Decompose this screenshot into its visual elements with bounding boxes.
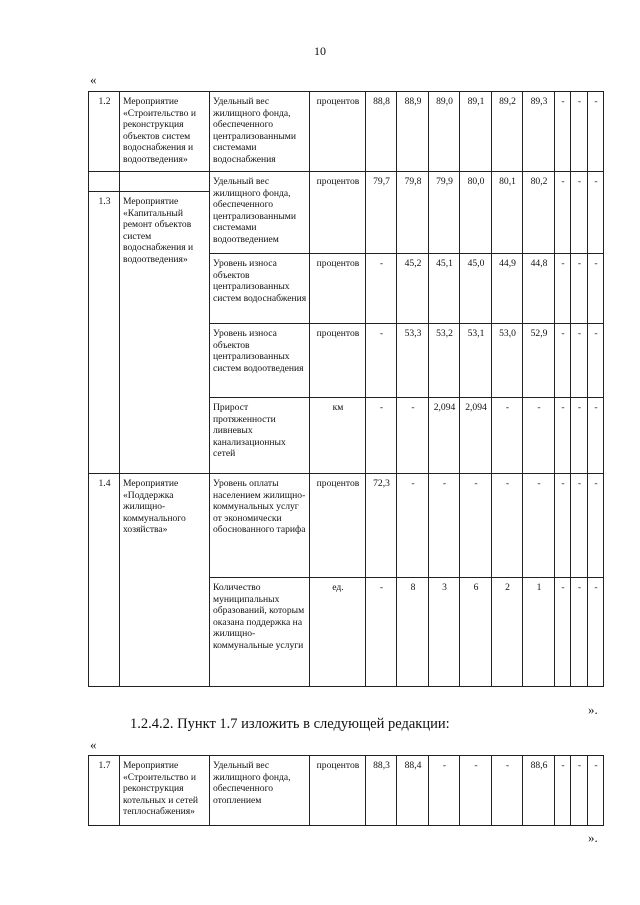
unit: процентов [310,254,366,324]
value-cell: 45,1 [429,254,460,324]
value-cell: - [429,756,460,826]
value-cell: - [555,398,571,474]
table-row [89,756,604,826]
value-cell: - [555,172,571,254]
unit: процентов [310,474,366,578]
value-cell: 89,3 [523,92,555,172]
value-cell: 6 [460,578,492,687]
value-cell: - [492,474,523,578]
value-cell: 89,1 [460,92,492,172]
value-cell: 45,0 [460,254,492,324]
empty-cell [120,172,210,192]
value-cell: - [555,254,571,324]
value-cell: 72,3 [366,474,397,578]
unit: процентов [310,756,366,826]
unit: ед. [310,578,366,687]
unit: км [310,398,366,474]
value-cell: 89,0 [429,92,460,172]
value-cell: - [571,756,588,826]
indicator-name: Удельный вес жилищного фонда, обеспеченного централизованными системами водоснабжения [210,92,310,172]
value-cell: 53,3 [397,324,429,398]
empty-cell [89,172,120,192]
value-cell: - [397,398,429,474]
row-number: 1.2 [89,92,120,172]
page-number: 10 [314,44,326,58]
event-name: Мероприятие «Капитальный ремонт объектов систем водоснабжения и водоотведения» [120,192,210,474]
indicator-name: Удельный вес жилищного фонда, обеспеченного отоплением [210,756,310,826]
value-cell: - [429,474,460,578]
indicator-name: Удельный вес жилищного фонда, обеспеченного централизованными системами водоотведением [210,172,310,254]
value-cell: 88,9 [397,92,429,172]
value-cell: - [588,254,604,324]
value-cell: - [460,474,492,578]
indicator-name: Количество муниципальных образований, которым оказана поддержка на жилищно-коммунальные услуги [210,578,310,687]
value-cell: 88,3 [366,756,397,826]
unit: процентов [310,172,366,254]
value-cell: - [460,756,492,826]
value-cell: 80,0 [460,172,492,254]
row-number: 1.7 [89,756,120,826]
value-cell: - [571,474,588,578]
value-cell: 80,2 [523,172,555,254]
value-cell: - [571,578,588,687]
quote-close-1: ». [588,702,598,717]
value-cell: - [571,254,588,324]
value-cell: - [366,578,397,687]
value-cell: - [571,398,588,474]
unit: процентов [310,324,366,398]
value-cell: - [366,254,397,324]
value-cell: 1 [523,578,555,687]
value-cell: - [555,578,571,687]
event-name: Мероприятие «Строительство и реконструкция объектов систем водоснабжения и водоотведения» [120,92,210,172]
row-number: 1.3 [89,192,120,474]
unit: процентов [310,92,366,172]
value-cell: 3 [429,578,460,687]
value-cell: 2 [492,578,523,687]
indicator-name: Уровень износа объектов централизованных систем водоснабжения [210,254,310,324]
value-cell: 44,9 [492,254,523,324]
value-cell: 80,1 [492,172,523,254]
value-cell: 52,9 [523,324,555,398]
value-cell: - [588,398,604,474]
value-cell: 88,6 [523,756,555,826]
value-cell: - [588,578,604,687]
indicator-name: Уровень оплаты населением жилищно-коммунальных услуг от экономически обоснованного тарифа [210,474,310,578]
value-cell: - [555,92,571,172]
value-cell: - [492,398,523,474]
value-cell: - [523,474,555,578]
value-cell: - [588,756,604,826]
event-name: Мероприятие «Строительство и реконструкция котельных и сетей теплоснабжения» [120,756,210,826]
value-cell: 53,1 [460,324,492,398]
indicators-table-2 [88,755,604,826]
section-heading: 1.2.4.2. Пункт 1.7 изложить в следующей редакции: [130,716,450,732]
indicator-name: Прирост протяженности ливневых канализационных сетей [210,398,310,474]
value-cell: - [555,324,571,398]
event-name: Мероприятие «Поддержка жилищно-коммунального хозяйства» [120,474,210,687]
quote-open-2: « [90,737,97,752]
value-cell: 53,0 [492,324,523,398]
value-cell: - [523,398,555,474]
quote-open-1: « [90,72,97,87]
value-cell: 79,8 [397,172,429,254]
value-cell: 2,094 [460,398,492,474]
quote-close-2: ». [588,830,598,845]
value-cell: - [571,92,588,172]
value-cell: - [366,324,397,398]
value-cell: - [571,172,588,254]
value-cell: - [588,474,604,578]
value-cell: - [397,474,429,578]
indicator-name: Уровень износа объектов централизованных систем водоотведения [210,324,310,398]
value-cell: 2,094 [429,398,460,474]
value-cell: 53,2 [429,324,460,398]
value-cell: 88,8 [366,92,397,172]
value-cell: 88,4 [397,756,429,826]
value-cell: - [571,324,588,398]
value-cell: - [492,756,523,826]
value-cell: 44,8 [523,254,555,324]
value-cell: 8 [397,578,429,687]
table-row [89,474,604,578]
value-cell: - [366,398,397,474]
table-row [89,92,604,172]
value-cell: 79,7 [366,172,397,254]
value-cell: 45,2 [397,254,429,324]
value-cell: 79,9 [429,172,460,254]
value-cell: 89,2 [492,92,523,172]
value-cell: - [588,172,604,254]
value-cell: - [555,756,571,826]
table-row [89,172,604,192]
indicators-table-1 [88,91,604,687]
value-cell: - [555,474,571,578]
value-cell: - [588,92,604,172]
value-cell: - [588,324,604,398]
row-number: 1.4 [89,474,120,687]
